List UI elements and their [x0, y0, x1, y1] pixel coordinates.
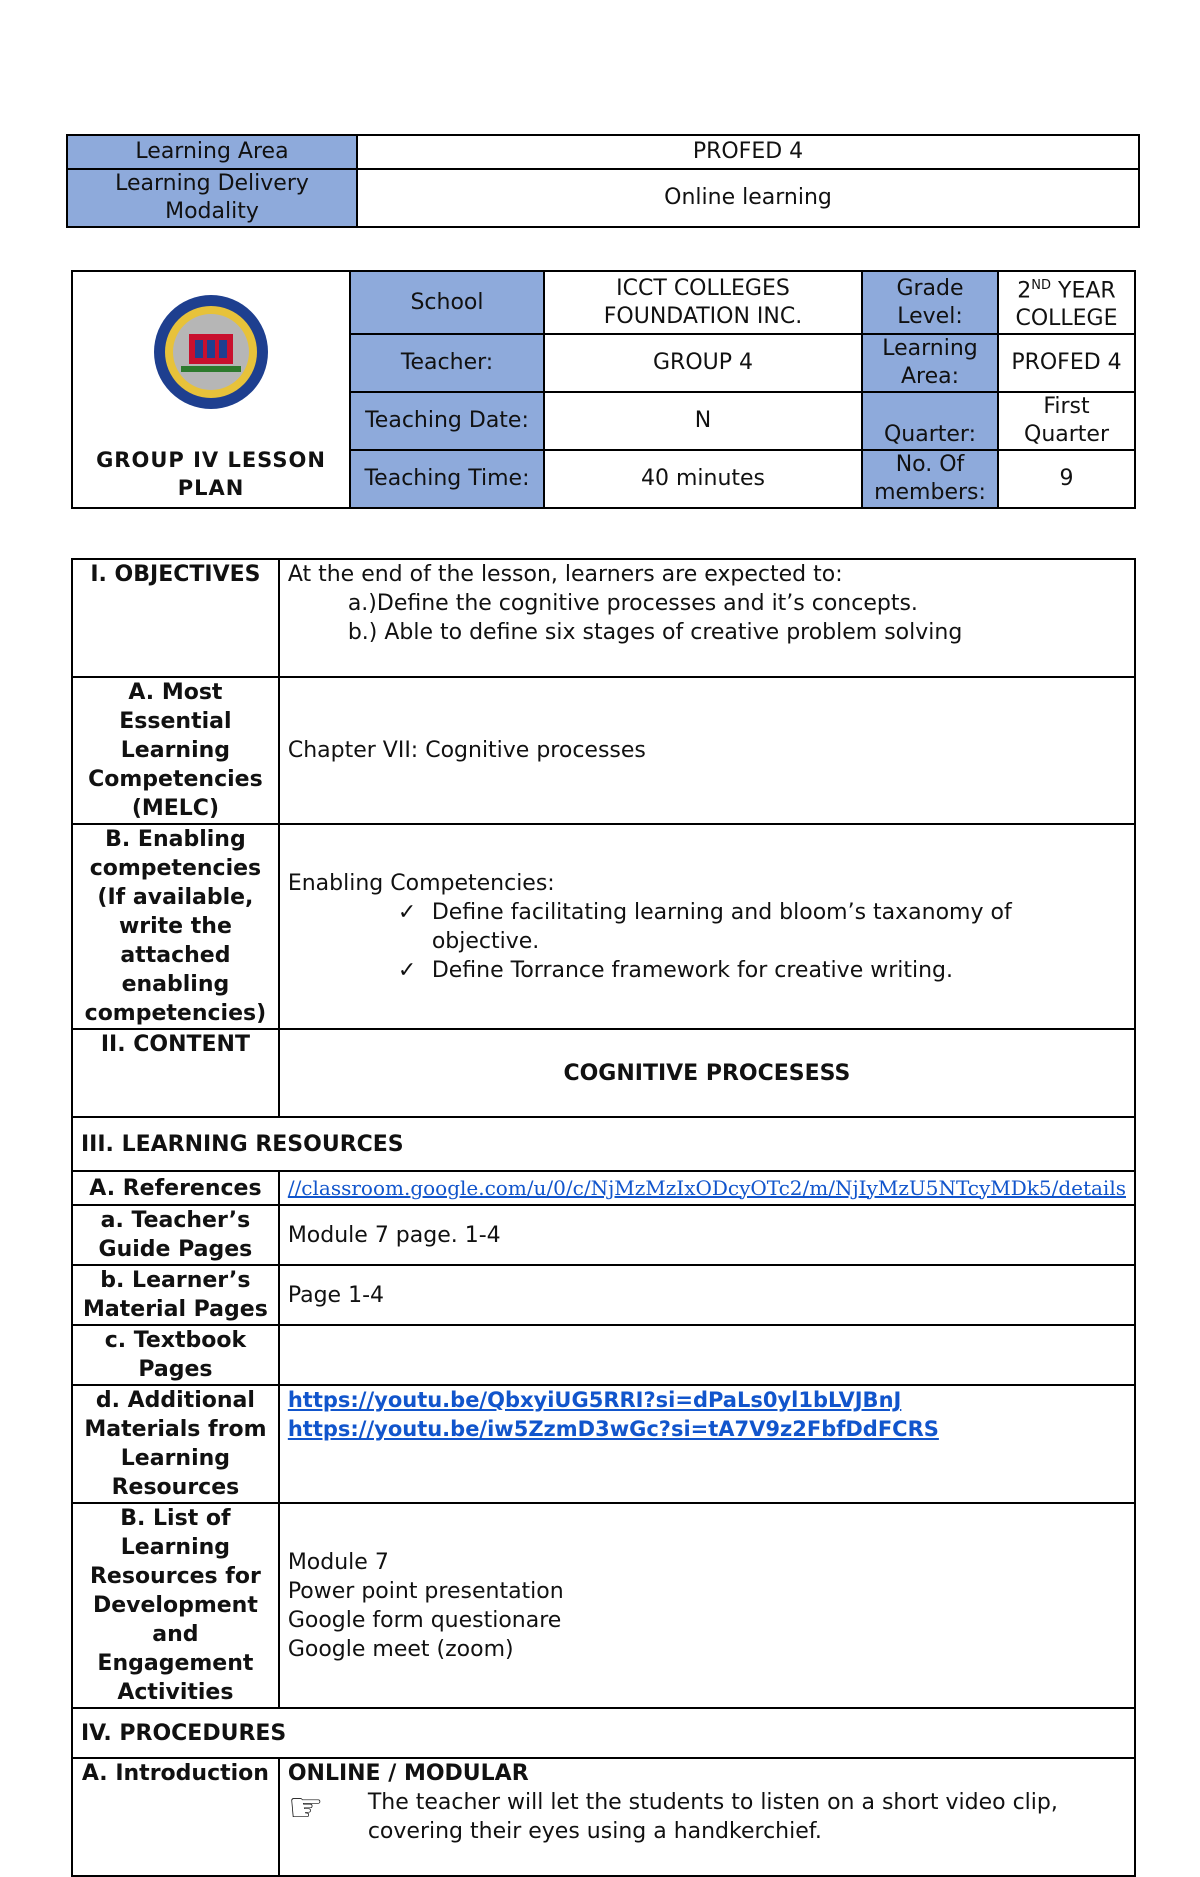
add-link-1[interactable]: https://youtu.be/QbxyiUG5RRI?si=dPaLs0yl1bLVJBnJ: [287, 1388, 902, 1412]
quarter-value: First Quarter: [998, 392, 1135, 450]
add-link-2[interactable]: https://youtu.be/iw5ZzmD3wGc?si=tA7V9z2FbfDdFCRS: [287, 1417, 939, 1441]
school-seal-logo: [151, 292, 271, 412]
school-label: School: [350, 271, 544, 334]
learning-area-table: [66, 134, 1140, 228]
grade-value: 2ND YEAR COLLEGE: [998, 271, 1135, 334]
enabling-item: ✓ Define facilitating learning and bloom’s taxanomy of objective.: [398, 898, 1126, 956]
logo-cell: [72, 271, 350, 508]
lm-label: b. Learner’s Material Pages: [72, 1265, 279, 1325]
content-value: COGNITIVE PROCESESS: [279, 1029, 1135, 1117]
references-label: A. References: [72, 1171, 279, 1205]
date-value: N: [544, 392, 862, 450]
list-item: Power point presentation: [287, 1578, 564, 1604]
intro-cell: [279, 1758, 1135, 1876]
enabling-cell: [279, 824, 1135, 1029]
tb-value: [279, 1325, 1135, 1385]
tg-label: a. Teacher’s Guide Pages: [72, 1205, 279, 1265]
learning-area-label: Learning Area: [67, 135, 357, 169]
intro-label: A. Introduction: [72, 1758, 279, 1876]
time-value: 40 minutes: [544, 450, 862, 508]
plan-title: GROUP IV LESSON PLAN: [96, 448, 326, 500]
enabling-item: ✓ Define Torrance framework for creative writing.: [398, 956, 1126, 985]
members-value: 9: [998, 450, 1135, 508]
lesson-info-table: [71, 270, 1136, 509]
pointing-hand-icon: ☞: [287, 1785, 324, 1831]
melc-label: A. Most Essential Learning Competencies (MELC): [72, 677, 279, 824]
modality-value: Online learning: [357, 169, 1139, 227]
area-value: PROFED 4: [998, 334, 1135, 392]
objectives-label: I. OBJECTIVES: [72, 559, 279, 677]
resources-label: III. LEARNING RESOURCES: [72, 1117, 1135, 1171]
intro-mode: ONLINE / MODULAR: [287, 1761, 529, 1786]
quarter-label: Quarter:: [862, 392, 998, 450]
intro-text: The teacher will let the students to listen on a short video clip, covering their eyes using a handkerchief.: [367, 1790, 1058, 1844]
enabling-list: [288, 898, 1126, 985]
learning-area-value: PROFED 4: [357, 135, 1139, 169]
add-cell: [279, 1385, 1135, 1503]
teacher-value: GROUP 4: [544, 334, 862, 392]
enabling-intro: Enabling Competencies:: [287, 870, 555, 896]
modality-label: Learning Delivery Modality: [67, 169, 357, 227]
area-label: Learning Area:: [862, 334, 998, 392]
list-item: Google form questionare: [287, 1607, 562, 1633]
enabling-label: B. Enabling competencies (If available, write the attached enabling competencies): [72, 824, 279, 1029]
procedures-label: IV. PROCEDURES: [72, 1708, 1135, 1758]
tg-value: Module 7 page. 1-4: [279, 1205, 1135, 1265]
tb-label: c. Textbook Pages: [72, 1325, 279, 1385]
members-label: No. Of members:: [862, 450, 998, 508]
references-cell: [279, 1171, 1135, 1205]
objective-a: a.)Define the cognitive processes and it’s concepts.: [347, 591, 918, 616]
references-link[interactable]: //classroom.google.com/u/0/c/NjMzMzIxODcyOTc2/m/NjIyMzU5NTcyMDk5/details: [287, 1175, 1126, 1200]
melc-value: Chapter VII: Cognitive processes: [279, 677, 1135, 824]
lm-value: Page 1-4: [279, 1265, 1135, 1325]
list-cell: [279, 1503, 1135, 1708]
objectives-cell: [279, 559, 1135, 677]
list-item: Module 7: [287, 1549, 389, 1575]
teacher-label: Teacher:: [350, 334, 544, 392]
list-item: Google meet (zoom): [287, 1636, 514, 1662]
date-label: Teaching Date:: [350, 392, 544, 450]
list-label: B. List of Learning Resources for Development and Engagement Activities: [72, 1503, 279, 1708]
content-label: II. CONTENT: [72, 1029, 279, 1117]
add-label: d. Additional Materials from Learning Resources: [72, 1385, 279, 1503]
lesson-plan-table: [71, 558, 1136, 1877]
time-label: Teaching Time:: [350, 450, 544, 508]
objectives-intro: At the end of the lesson, learners are expected to:: [287, 562, 843, 587]
school-value: ICCT COLLEGES FOUNDATION INC.: [544, 271, 862, 334]
grade-label: Grade Level:: [862, 271, 998, 334]
objective-b: b.) Able to define six stages of creative problem solving: [347, 620, 963, 645]
